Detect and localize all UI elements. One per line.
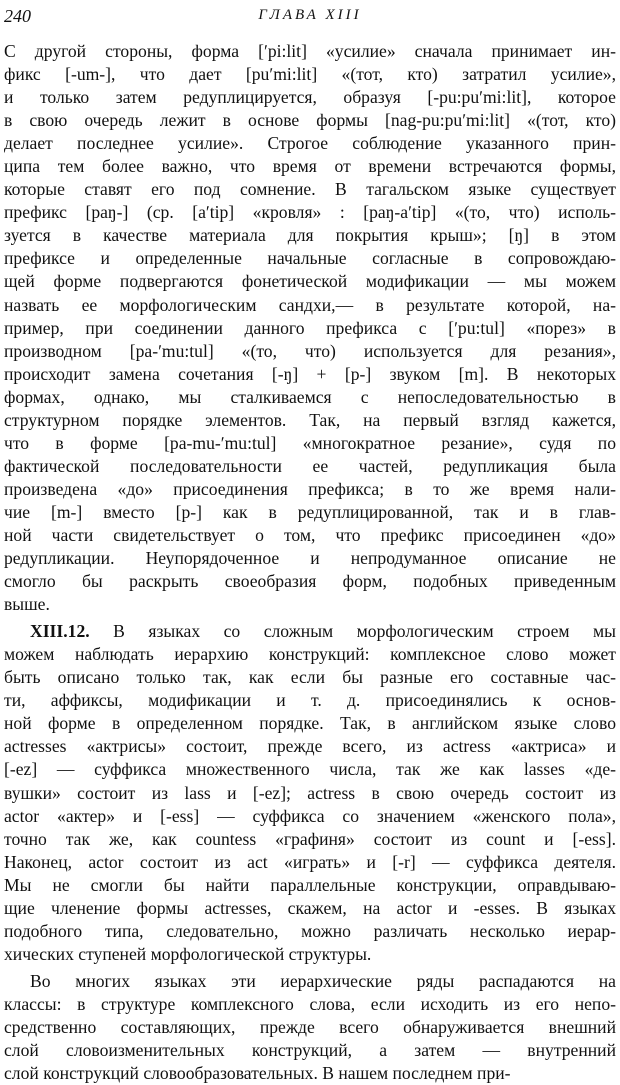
- text-line: чие [m-] вместо [p-] как в редуплицированной, так и в глав-: [4, 501, 616, 522]
- text-line: [4, 620, 616, 643]
- paragraph: [4, 970, 616, 1085]
- text-line: хических ступеней морфологической структуры.: [4, 943, 372, 964]
- text-line: ти, аффиксы, модификации и т. д. присоединялись к основ-: [4, 690, 616, 711]
- text-line: что в форме [pa-mu-ʹmu:tul] «многократное резание», судя по: [4, 432, 616, 453]
- text-line: подобного типа, следовательно, можно различать несколько иерар-: [4, 920, 616, 941]
- text-line: назвать ее морфологическим сандхи,— в результате которой, на-: [4, 294, 616, 315]
- paragraph: [4, 40, 616, 616]
- text-line: ципа тем более важно, что время от времени встречаются формы,: [4, 156, 616, 177]
- text-line: вушки» состоит из lass и [-ez]; actress в свою очередь состоит из: [4, 782, 616, 803]
- section-number: XIII.12.: [30, 621, 90, 642]
- text-line: выше.: [4, 594, 50, 615]
- page-number: 240: [4, 6, 31, 26]
- text-line: префикс [paŋ-] (ср. [aʹtip] «кровля» : [paŋ-aʹtip] «(то, что) исполь-: [4, 202, 616, 223]
- text-line: смогло бы раскрыть своеобразия форм, подобных приведенным: [4, 571, 616, 592]
- text-line: щей форме подвергаются фонетической модификации — мы можем: [4, 271, 616, 292]
- text-line: делает последнее усилие». Строгое соблюдение указанного прин-: [4, 133, 616, 154]
- text-line: слой словоизменительных конструкций, а затем — внутренний: [4, 1040, 616, 1061]
- text-line: Мы не смогли бы найти параллельные конструкции, оправдываю-: [4, 874, 616, 895]
- text-line: можем наблюдать иерархию конструкций: комплексное слово может: [4, 644, 616, 665]
- text-line: формах, однако, мы сталкиваемся с непоследовательностью в: [4, 386, 616, 407]
- running-head: ГЛАВА XIII: [258, 7, 362, 23]
- text-line: ной форме в определенном порядке. Так, в английском языке слово: [4, 713, 616, 734]
- text-line: слой конструкций словообразовательных. В нашем последнем при-: [4, 1063, 511, 1084]
- paragraph: [4, 620, 616, 966]
- text-line: производном [pa-ʹmu:tul] «(то, что) используется для резания»,: [4, 340, 616, 361]
- text-line: зуется в качестве материала для покрытия крыш»; [ŋ] в этом: [4, 225, 616, 246]
- text-line: ной части свидетельствует о том, что префикс присоединен «до»: [4, 524, 616, 545]
- text-line: редупликации. Неупорядоченное и непродуманное описание не: [4, 548, 616, 569]
- text-line: в свою очередь лежит в основе формы [nag-pu:puʹmi:lit] «(тот, кто): [4, 110, 616, 131]
- text-line: происходит замена сочетания [-ŋ] + [p-] звуком [m]. В некоторых: [4, 363, 616, 384]
- body-text: [4, 40, 616, 1085]
- text-line: и только затем редуплицируется, образуя [-pu:puʹmi:lit], которое: [4, 87, 616, 108]
- text-line: щие членение формы actresses, скажем, на actor и -esses. В языках: [4, 897, 616, 918]
- text-line: [-ez] — суффикса множественного числа, так же как lasses «де-: [4, 759, 616, 780]
- text-line: произведена «до» присоединения префикса; в то же время нали-: [4, 478, 616, 499]
- text-line: точно так же, как countess «графиня» состоит из count и [-ess].: [4, 828, 616, 849]
- text-line: фактической последовательности ее частей, редупликация была: [4, 455, 616, 476]
- text-line: фикс [-um-], что дает [puʹmi:lit] «(тот, кто) затратил усилие»,: [4, 64, 616, 85]
- text-line: actor «актер» и [-ess] — суффикса со значением «женского пола»,: [4, 805, 616, 826]
- text-line: Наконец, actor состоит из act «играть» и [-r] — суффикса деятеля.: [4, 851, 616, 872]
- line-text: В языках со сложным морфологическим строем мы: [89, 621, 616, 642]
- page-header: [0, 6, 620, 28]
- text-line: классы: в структуре комплексного слова, если исходить из его непо-: [4, 993, 616, 1014]
- text-line: структурном порядке элементов. Так, на первый взгляд кажется,: [4, 409, 616, 430]
- text-line: actresses «актрисы» состоит, прежде всего, из actress «актриса» и: [4, 736, 616, 757]
- text-line: пример, при соединении данного префикса с [ʹpu:tul] «порез» в: [4, 317, 616, 338]
- text-line: С другой стороны, форма [ʹpi:lit] «усилие» сначала принимает ин-: [4, 41, 616, 61]
- text-line: средственно составляющих, прежде всего обнаруживается внешний: [4, 1016, 616, 1037]
- text-line: Во многих языках эти иерархические ряды распадаются на: [30, 970, 616, 991]
- text-line: префиксе и определенные начальные согласные в сопровождаю-: [4, 248, 616, 269]
- text-line: которые ставят его под сомнение. В тагальском языке существует: [4, 179, 616, 200]
- text-line: быть описано только так, как если бы разные его составные час-: [4, 667, 616, 688]
